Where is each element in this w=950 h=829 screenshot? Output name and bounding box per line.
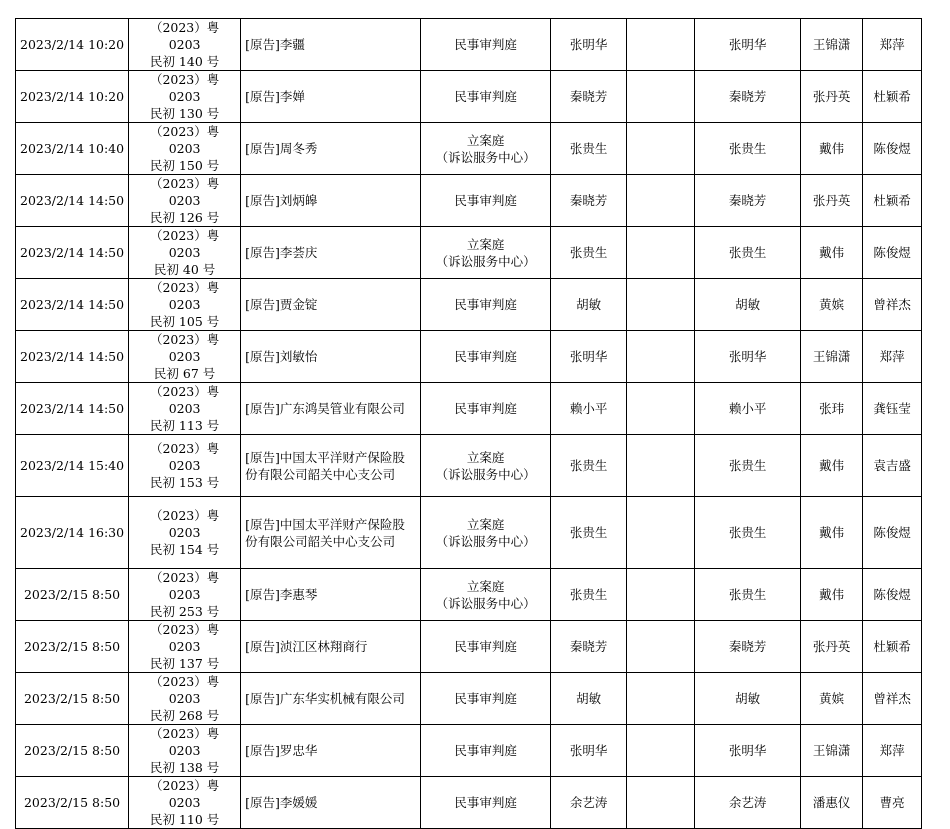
case-number-line: 民初 67 号 <box>153 366 216 381</box>
case-number-line: 民初 138 号 <box>149 760 220 775</box>
hearing-time-cell: 2023/2/14 16:30 <box>16 497 129 569</box>
judge-cell: 张贵生 <box>551 497 627 569</box>
case-number-cell <box>129 19 241 71</box>
blank-cell <box>627 497 695 569</box>
panel-member-cell: 黄嫔 <box>801 673 863 725</box>
party-cell: [原告]贾金锭 <box>241 279 421 331</box>
case-number-cell <box>129 227 241 279</box>
blank-cell <box>627 71 695 123</box>
clerk-cell: 陈俊煜 <box>863 497 922 569</box>
presiding-judge-cell: 秦晓芳 <box>695 175 801 227</box>
case-number-line: 民初 137 号 <box>149 656 220 671</box>
case-number-line: （2023）粤 0203 <box>149 72 220 104</box>
party-cell: [原告]刘炳皞 <box>241 175 421 227</box>
case-number-cell <box>129 497 241 569</box>
case-number-cell <box>129 673 241 725</box>
blank-cell <box>627 777 695 829</box>
blank-cell <box>627 19 695 71</box>
court-cell <box>421 123 551 175</box>
hearing-time-cell: 2023/2/15 8:50 <box>16 621 129 673</box>
court-cell <box>421 569 551 621</box>
party-cell: [原告]李媛媛 <box>241 777 421 829</box>
blank-cell <box>627 227 695 279</box>
clerk-cell: 曾祥杰 <box>863 279 922 331</box>
case-number-cell <box>129 777 241 829</box>
panel-member-cell: 黄嫔 <box>801 279 863 331</box>
clerk-cell: 杜颖希 <box>863 71 922 123</box>
blank-cell <box>627 569 695 621</box>
presiding-judge-cell: 余艺涛 <box>695 777 801 829</box>
court-line: （诉讼服务中心） <box>435 595 536 611</box>
clerk-cell: 杜颖希 <box>863 621 922 673</box>
table-row <box>16 383 922 435</box>
case-number-line: 民初 113 号 <box>149 418 220 433</box>
presiding-judge-cell: 张贵生 <box>695 569 801 621</box>
clerk-cell: 杜颖希 <box>863 175 922 227</box>
judge-cell: 张明华 <box>551 19 627 71</box>
panel-member-cell: 戴伟 <box>801 497 863 569</box>
clerk-cell: 龚钰莹 <box>863 383 922 435</box>
court-cell <box>421 621 551 673</box>
court-line: 民事审判庭 <box>454 691 517 706</box>
party-cell: [原告]周冬秀 <box>241 123 421 175</box>
court-line: 立案庭 <box>466 449 505 465</box>
case-number-line: 民初 154 号 <box>149 542 220 557</box>
case-number-cell <box>129 383 241 435</box>
case-number-line: （2023）粤 0203 <box>149 384 220 416</box>
case-number-cell <box>129 123 241 175</box>
panel-member-cell: 潘惠仪 <box>801 777 863 829</box>
court-line: （诉讼服务中心） <box>435 253 536 269</box>
judge-cell: 秦晓芳 <box>551 175 627 227</box>
case-number-cell <box>129 279 241 331</box>
case-number-line: （2023）粤 0203 <box>149 228 220 260</box>
court-line: 民事审判庭 <box>454 89 517 104</box>
party-cell: [原告]刘敏怡 <box>241 331 421 383</box>
party-cell: [原告]罗忠华 <box>241 725 421 777</box>
case-number-cell <box>129 725 241 777</box>
case-number-cell <box>129 621 241 673</box>
hearing-time-cell: 2023/2/14 14:50 <box>16 383 129 435</box>
blank-cell <box>627 673 695 725</box>
case-number-line: 民初 110 号 <box>149 812 220 827</box>
judge-cell: 张明华 <box>551 331 627 383</box>
panel-member-cell: 戴伟 <box>801 569 863 621</box>
hearing-time-cell: 2023/2/15 8:50 <box>16 777 129 829</box>
case-number-line: （2023）粤 0203 <box>149 332 220 364</box>
judge-cell: 张贵生 <box>551 123 627 175</box>
court-line: 立案庭 <box>466 578 505 594</box>
table-row <box>16 331 922 383</box>
hearing-time-cell: 2023/2/15 8:50 <box>16 725 129 777</box>
judge-cell: 胡敏 <box>551 279 627 331</box>
panel-member-cell: 王锦潇 <box>801 725 863 777</box>
case-number-line: （2023）粤 0203 <box>149 441 220 473</box>
case-number-cell <box>129 331 241 383</box>
presiding-judge-cell: 赖小平 <box>695 383 801 435</box>
court-cell <box>421 435 551 497</box>
presiding-judge-cell: 胡敏 <box>695 279 801 331</box>
court-line: 民事审判庭 <box>454 37 517 52</box>
case-number-line: （2023）粤 0203 <box>149 124 220 156</box>
court-cell <box>421 279 551 331</box>
case-number-line: 民初 153 号 <box>149 475 220 490</box>
court-cell <box>421 227 551 279</box>
blank-cell <box>627 331 695 383</box>
clerk-cell: 曾祥杰 <box>863 673 922 725</box>
case-number-cell <box>129 569 241 621</box>
judge-cell: 张贵生 <box>551 435 627 497</box>
case-number-line: （2023）粤 0203 <box>149 20 220 52</box>
panel-member-cell: 戴伟 <box>801 227 863 279</box>
court-cell <box>421 71 551 123</box>
judge-cell: 张贵生 <box>551 227 627 279</box>
case-number-line: （2023）粤 0203 <box>149 570 220 602</box>
case-number-line: （2023）粤 0203 <box>149 778 220 810</box>
hearing-time-cell: 2023/2/14 10:20 <box>16 19 129 71</box>
blank-cell <box>627 279 695 331</box>
hearing-time-cell: 2023/2/14 15:40 <box>16 435 129 497</box>
party-cell: [原告]李惠琴 <box>241 569 421 621</box>
court-cell <box>421 497 551 569</box>
case-number-line: 民初 40 号 <box>153 262 216 277</box>
blank-cell <box>627 383 695 435</box>
case-number-line: 民初 126 号 <box>149 210 220 225</box>
judge-cell: 秦晓芳 <box>551 621 627 673</box>
table-row <box>16 621 922 673</box>
hearing-time-cell: 2023/2/14 14:50 <box>16 331 129 383</box>
case-number-line: 民初 130 号 <box>149 106 220 121</box>
hearing-time-cell: 2023/2/14 14:50 <box>16 279 129 331</box>
case-number-cell <box>129 71 241 123</box>
presiding-judge-cell: 张明华 <box>695 331 801 383</box>
case-number-line: 民初 105 号 <box>149 314 220 329</box>
party-cell: [原告]浈江区林翔商行 <box>241 621 421 673</box>
party-cell: [原告]广东华实机械有限公司 <box>241 673 421 725</box>
clerk-cell: 郑萍 <box>863 19 922 71</box>
panel-member-cell: 张丹英 <box>801 71 863 123</box>
party-cell: [原告]中国太平洋财产保险股份有限公司韶关中心支公司 <box>241 497 421 569</box>
case-number-line: （2023）粤 0203 <box>149 622 220 654</box>
court-line: （诉讼服务中心） <box>435 149 536 165</box>
judge-cell: 秦晓芳 <box>551 71 627 123</box>
party-cell: [原告]李疆 <box>241 19 421 71</box>
table-row <box>16 725 922 777</box>
party-cell: [原告]中国太平洋财产保险股份有限公司韶关中心支公司 <box>241 435 421 497</box>
case-number-line: 民初 140 号 <box>149 54 220 69</box>
judge-cell: 赖小平 <box>551 383 627 435</box>
clerk-cell: 郑萍 <box>863 725 922 777</box>
table-row <box>16 435 922 497</box>
case-number-cell <box>129 175 241 227</box>
case-number-line: 民初 253 号 <box>149 604 220 619</box>
blank-cell <box>627 175 695 227</box>
schedule-body <box>16 19 922 829</box>
hearing-time-cell: 2023/2/14 14:50 <box>16 227 129 279</box>
case-number-line: 民初 150 号 <box>149 158 220 173</box>
hearing-time-cell: 2023/2/15 8:50 <box>16 673 129 725</box>
court-cell <box>421 331 551 383</box>
clerk-cell: 陈俊煜 <box>863 569 922 621</box>
presiding-judge-cell: 张贵生 <box>695 435 801 497</box>
clerk-cell: 陈俊煜 <box>863 123 922 175</box>
judge-cell: 张明华 <box>551 725 627 777</box>
clerk-cell: 郑萍 <box>863 331 922 383</box>
party-cell: [原告]李荟庆 <box>241 227 421 279</box>
presiding-judge-cell: 张明华 <box>695 725 801 777</box>
court-cell <box>421 383 551 435</box>
court-cell <box>421 673 551 725</box>
party-cell: [原告]广东鸿昊管业有限公司 <box>241 383 421 435</box>
case-number-line: （2023）粤 0203 <box>149 176 220 208</box>
clerk-cell: 袁吉盛 <box>863 435 922 497</box>
court-cell <box>421 725 551 777</box>
hearing-time-cell: 2023/2/14 10:20 <box>16 71 129 123</box>
case-number-line: （2023）粤 0203 <box>149 508 220 540</box>
hearing-time-cell: 2023/2/14 10:40 <box>16 123 129 175</box>
case-number-line: （2023）粤 0203 <box>149 726 220 758</box>
court-line: 立案庭 <box>466 132 505 148</box>
judge-cell: 张贵生 <box>551 569 627 621</box>
panel-member-cell: 张丹英 <box>801 175 863 227</box>
table-row <box>16 123 922 175</box>
party-cell: [原告]李婵 <box>241 71 421 123</box>
table-row <box>16 569 922 621</box>
court-line: 民事审判庭 <box>454 349 517 364</box>
court-line: （诉讼服务中心） <box>435 533 536 549</box>
judge-cell: 胡敏 <box>551 673 627 725</box>
blank-cell <box>627 621 695 673</box>
panel-member-cell: 张玮 <box>801 383 863 435</box>
table-row <box>16 497 922 569</box>
presiding-judge-cell: 张贵生 <box>695 497 801 569</box>
court-line: 民事审判庭 <box>454 743 517 758</box>
case-number-line: （2023）粤 0203 <box>149 280 220 312</box>
table-row <box>16 777 922 829</box>
court-line: 立案庭 <box>466 236 505 252</box>
table-row <box>16 227 922 279</box>
clerk-cell: 曹亮 <box>863 777 922 829</box>
presiding-judge-cell: 张明华 <box>695 19 801 71</box>
court-line: 民事审判庭 <box>454 193 517 208</box>
blank-cell <box>627 725 695 777</box>
case-number-cell <box>129 435 241 497</box>
presiding-judge-cell: 张贵生 <box>695 123 801 175</box>
presiding-judge-cell: 秦晓芳 <box>695 71 801 123</box>
hearing-schedule-table <box>15 18 922 829</box>
hearing-time-cell: 2023/2/15 8:50 <box>16 569 129 621</box>
table-row <box>16 175 922 227</box>
court-line: 民事审判庭 <box>454 401 517 416</box>
table-row <box>16 673 922 725</box>
court-line: 民事审判庭 <box>454 297 517 312</box>
presiding-judge-cell: 张贵生 <box>695 227 801 279</box>
judge-cell: 余艺涛 <box>551 777 627 829</box>
case-number-line: 民初 268 号 <box>149 708 220 723</box>
table-row <box>16 279 922 331</box>
hearing-time-cell: 2023/2/14 14:50 <box>16 175 129 227</box>
table-row <box>16 19 922 71</box>
panel-member-cell: 王锦潇 <box>801 19 863 71</box>
case-number-line: （2023）粤 0203 <box>149 674 220 706</box>
clerk-cell: 陈俊煜 <box>863 227 922 279</box>
table-row <box>16 71 922 123</box>
court-line: 民事审判庭 <box>454 795 517 810</box>
blank-cell <box>627 435 695 497</box>
panel-member-cell: 戴伟 <box>801 435 863 497</box>
blank-cell <box>627 123 695 175</box>
court-cell <box>421 19 551 71</box>
presiding-judge-cell: 胡敏 <box>695 673 801 725</box>
court-line: （诉讼服务中心） <box>435 466 536 482</box>
panel-member-cell: 王锦潇 <box>801 331 863 383</box>
court-cell <box>421 175 551 227</box>
presiding-judge-cell: 秦晓芳 <box>695 621 801 673</box>
court-line: 立案庭 <box>466 516 505 532</box>
court-line: 民事审判庭 <box>454 639 517 654</box>
court-cell <box>421 777 551 829</box>
panel-member-cell: 张丹英 <box>801 621 863 673</box>
panel-member-cell: 戴伟 <box>801 123 863 175</box>
